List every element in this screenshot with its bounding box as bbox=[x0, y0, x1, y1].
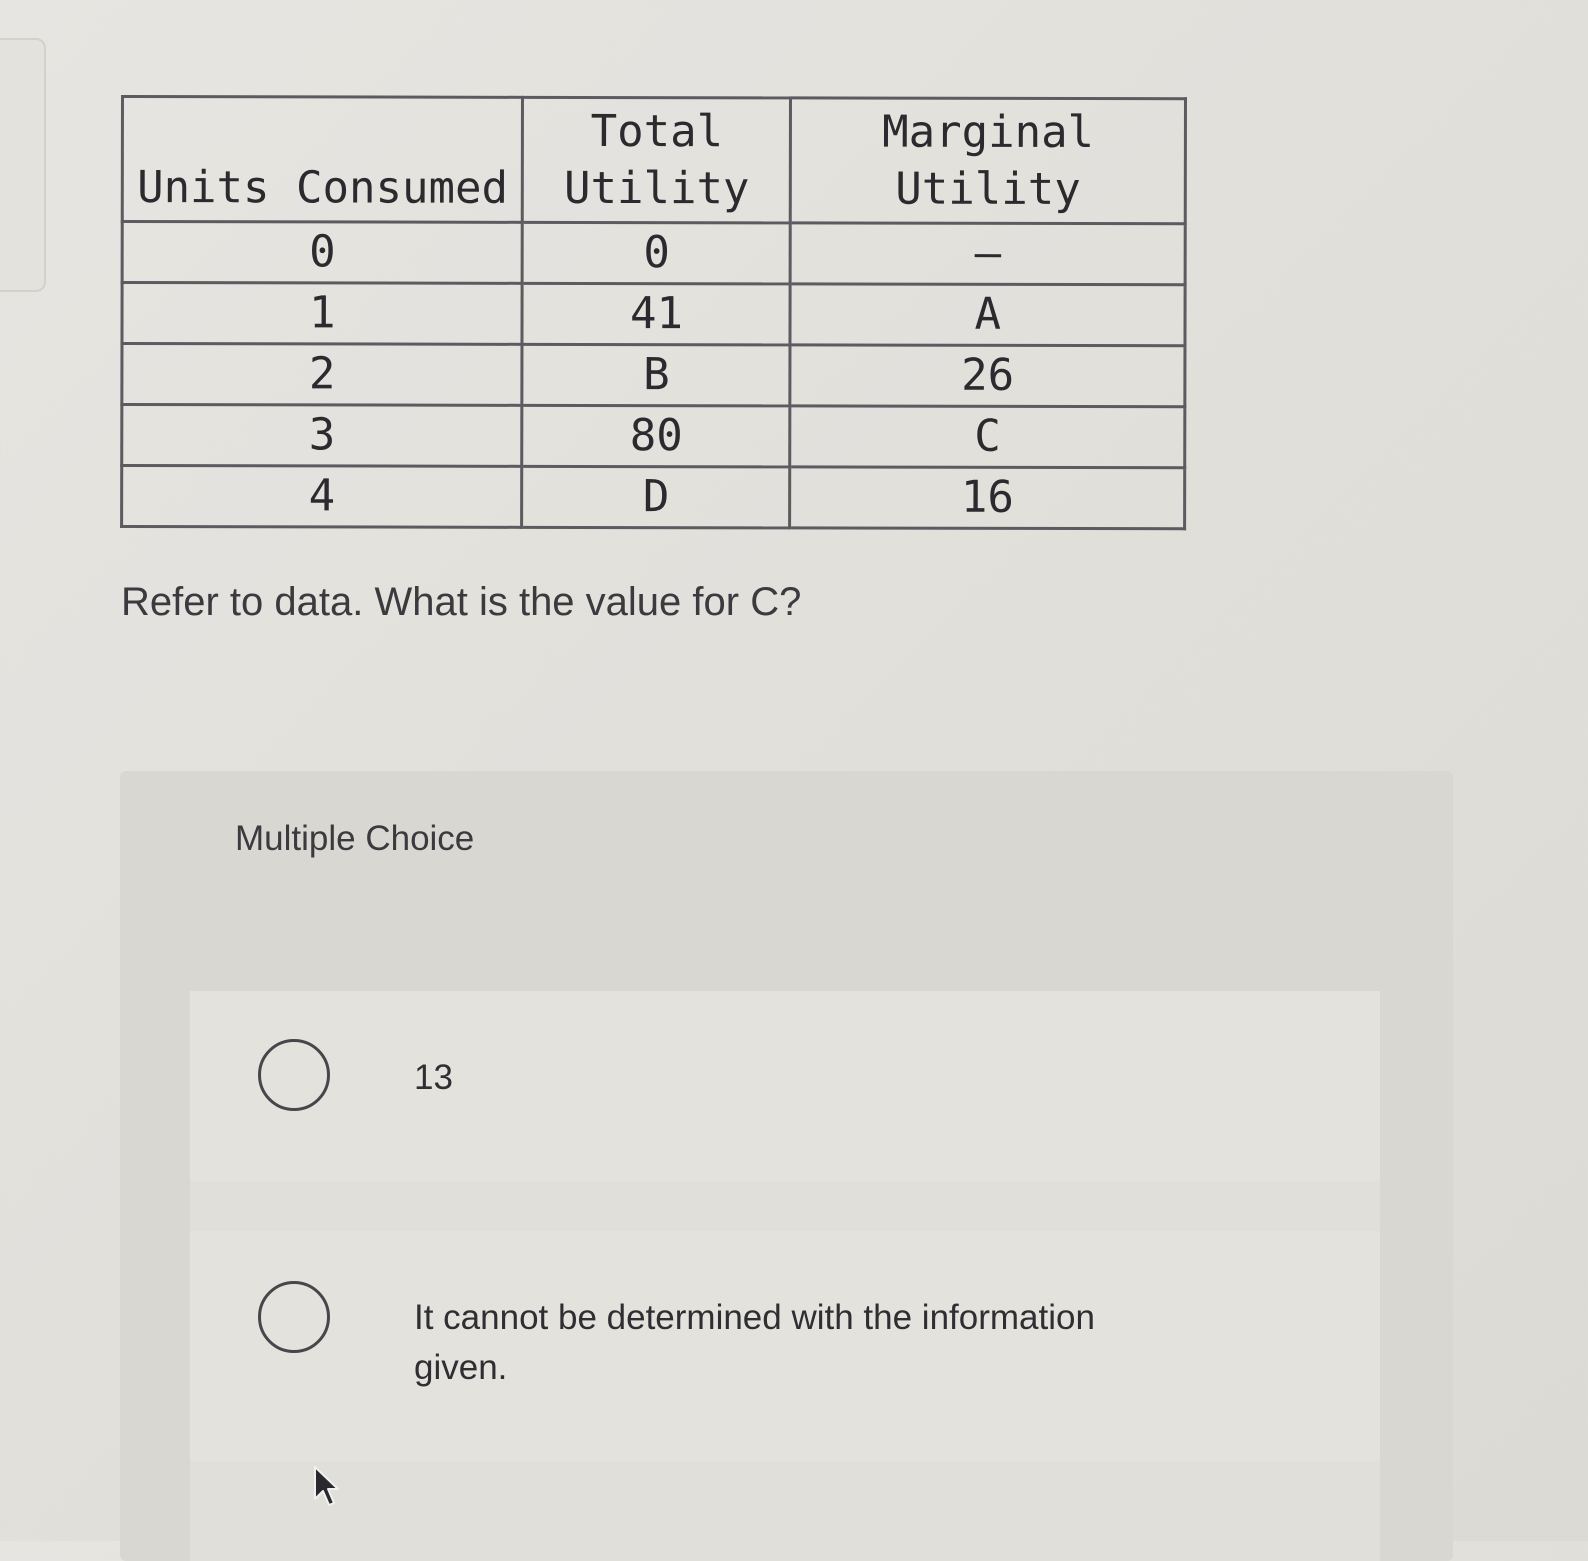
answer-option[interactable] bbox=[190, 1231, 1380, 1461]
cell-units: 1 bbox=[122, 283, 523, 345]
cell-total-utility: 0 bbox=[523, 222, 791, 284]
cell-total-utility: B bbox=[522, 344, 790, 406]
table-row bbox=[122, 344, 1185, 407]
cell-marginal-utility: A bbox=[790, 284, 1185, 346]
utility-table bbox=[120, 95, 1187, 530]
answer-option[interactable] bbox=[190, 991, 1380, 1181]
header-total-line1: Total bbox=[590, 105, 724, 158]
table-row bbox=[122, 466, 1185, 529]
cell-marginal-utility: 16 bbox=[790, 467, 1185, 529]
header-marginal-utility bbox=[791, 98, 1186, 224]
header-marginal-line2: Utility bbox=[895, 163, 1081, 216]
cell-total-utility: D bbox=[522, 466, 790, 528]
header-total-utility bbox=[523, 97, 791, 223]
cell-units: 2 bbox=[122, 344, 523, 406]
header-units-label: Units Consumed bbox=[137, 162, 509, 214]
table-row bbox=[122, 405, 1185, 468]
cell-units: 3 bbox=[122, 405, 523, 467]
answer-options bbox=[190, 991, 1380, 1561]
table-row bbox=[122, 283, 1185, 346]
cell-units: 0 bbox=[122, 222, 523, 284]
side-tab bbox=[0, 38, 46, 292]
multiple-choice-panel bbox=[120, 771, 1453, 1561]
question-text: Refer to data. What is the value for C? bbox=[121, 580, 802, 624]
cell-total-utility: 41 bbox=[522, 283, 790, 345]
answer-option-text[interactable]: It cannot be determined with the information given. bbox=[414, 1298, 1095, 1387]
header-total-line2: Utility bbox=[563, 162, 750, 215]
cell-units: 4 bbox=[122, 466, 523, 528]
radio-button[interactable] bbox=[258, 1281, 330, 1353]
mouse-pointer-icon bbox=[313, 1465, 339, 1507]
table-header-row bbox=[122, 97, 1185, 224]
cell-marginal-utility: – bbox=[791, 223, 1186, 285]
cell-total-utility: 80 bbox=[522, 405, 790, 467]
table-row bbox=[122, 222, 1185, 285]
answer-option-text[interactable]: 13 bbox=[414, 1058, 453, 1097]
header-marginal-line1: Marginal bbox=[882, 106, 1095, 159]
header-units-consumed bbox=[122, 97, 523, 223]
multiple-choice-label: Multiple Choice bbox=[235, 819, 475, 858]
radio-button[interactable] bbox=[258, 1039, 330, 1111]
cell-marginal-utility: C bbox=[790, 406, 1185, 468]
cell-marginal-utility: 26 bbox=[790, 345, 1185, 407]
